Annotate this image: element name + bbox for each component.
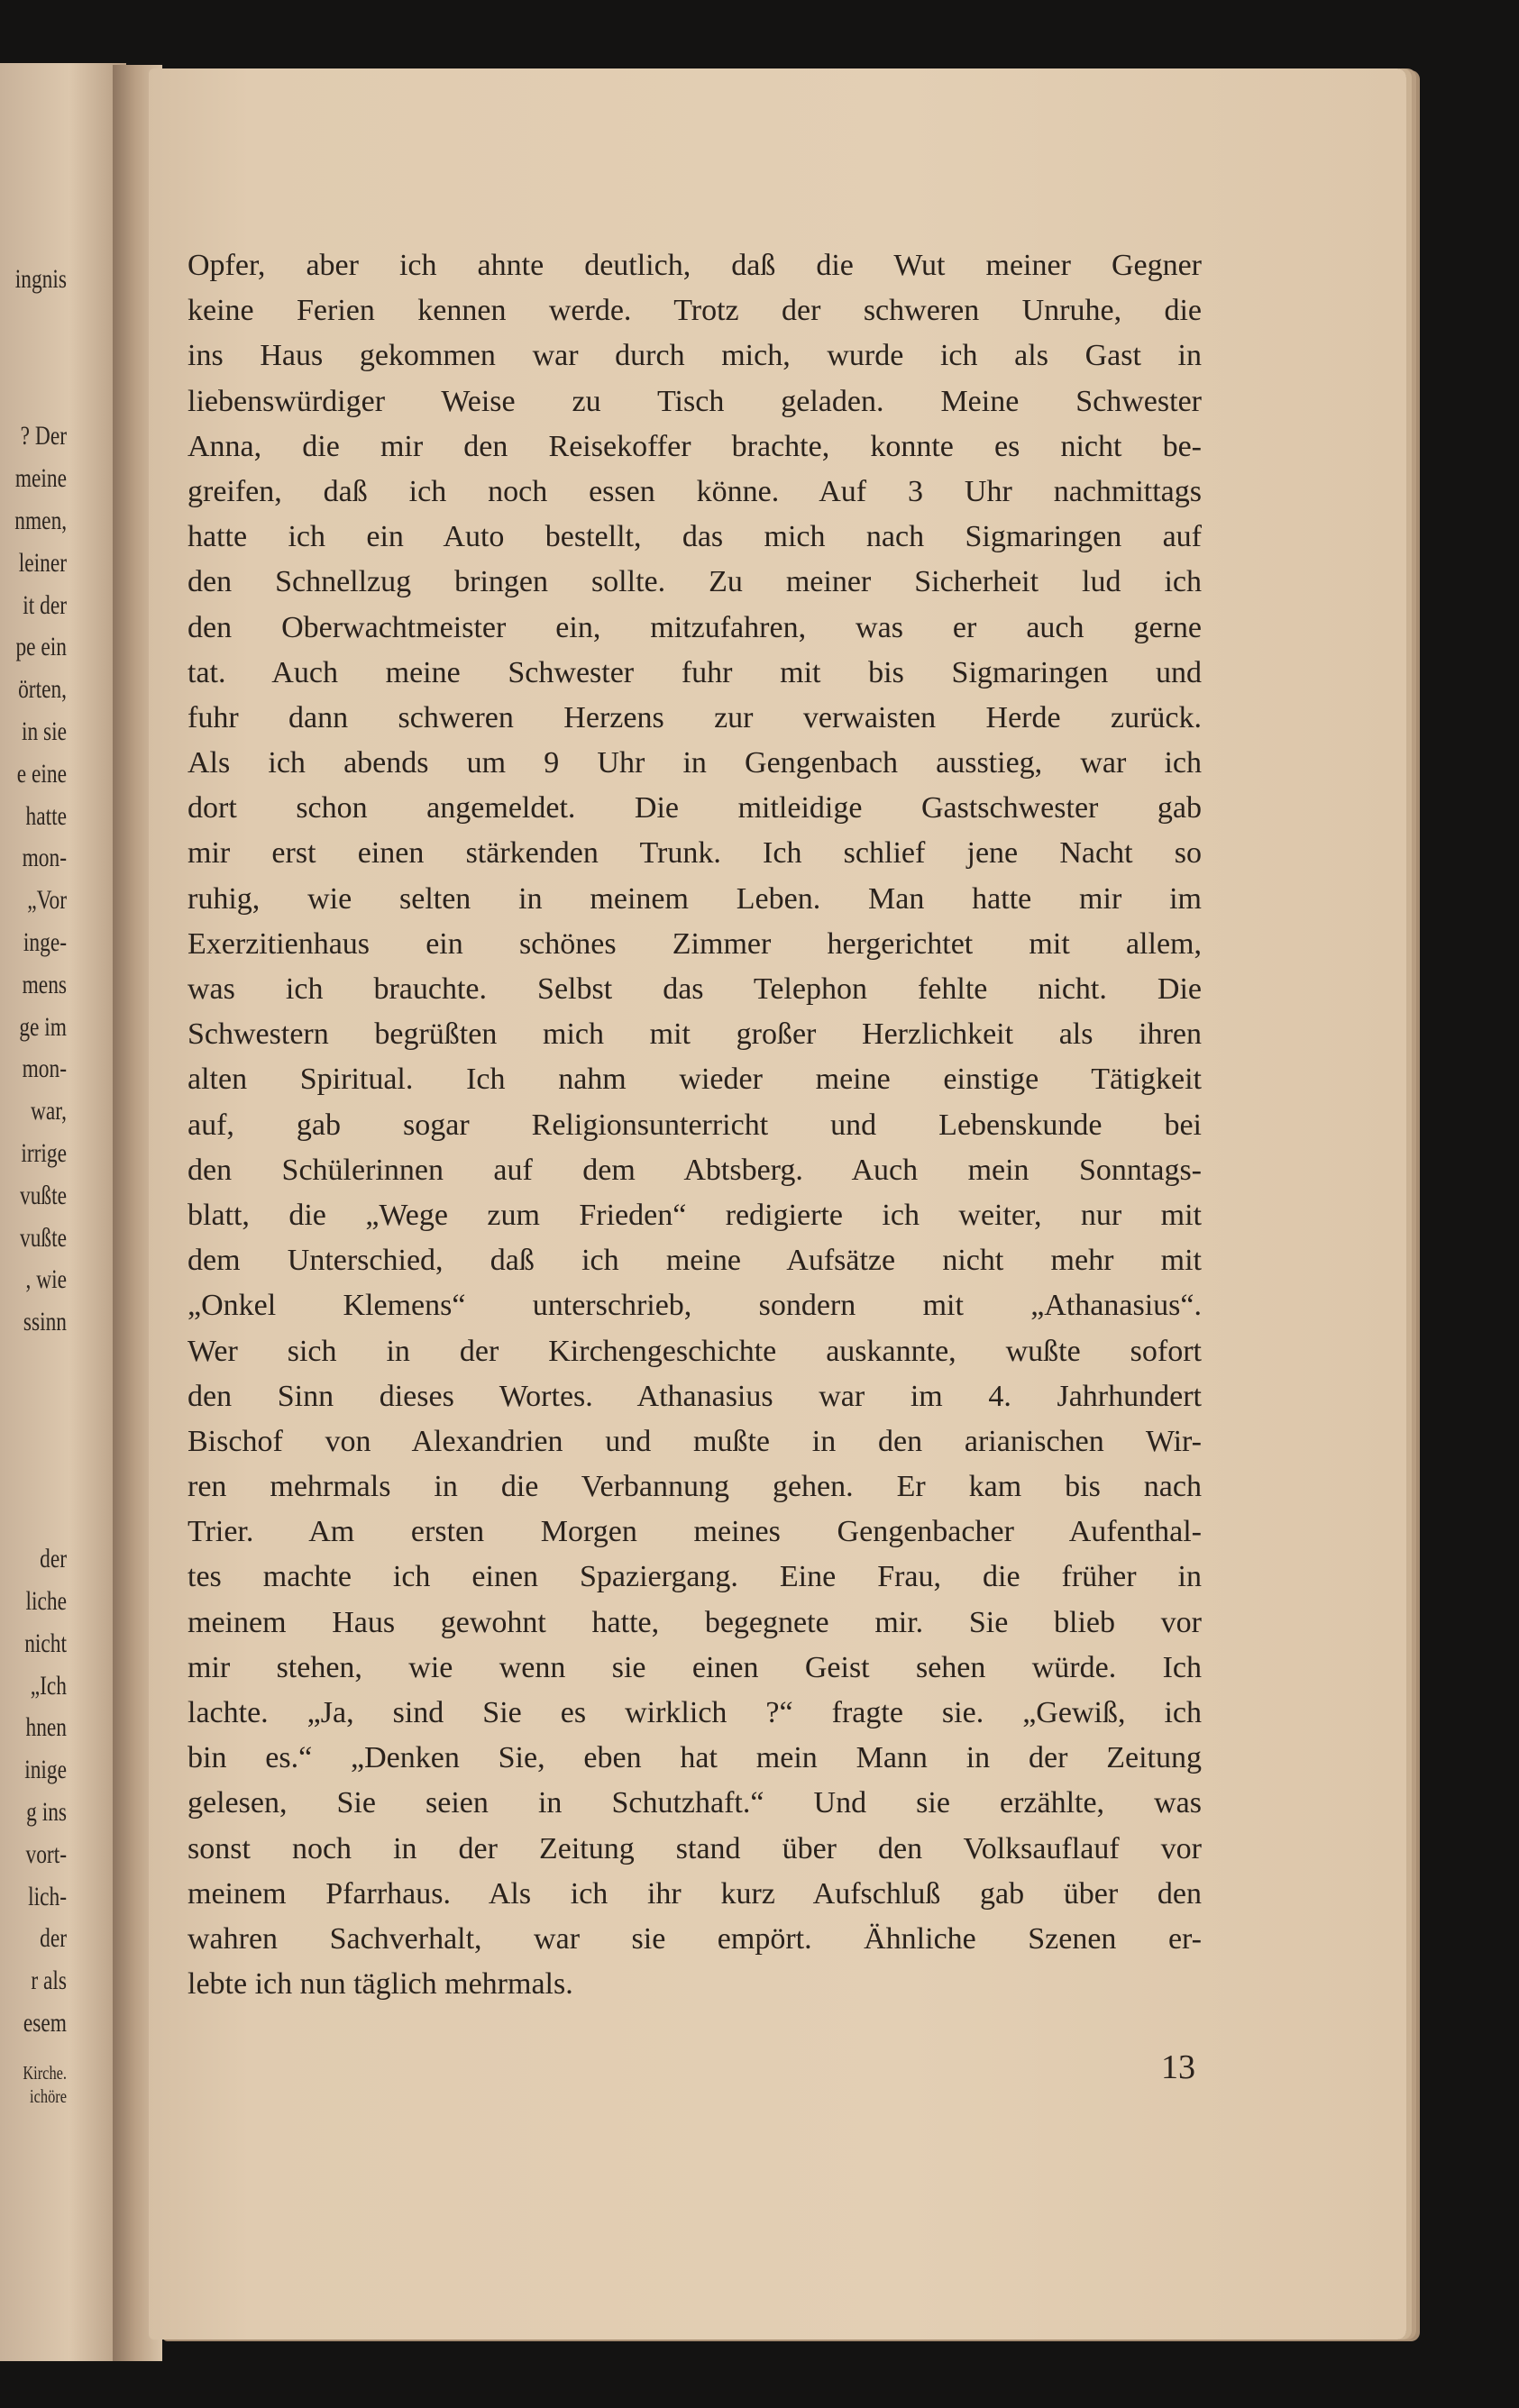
left-page-fragment: ingnis (14, 264, 67, 294)
body-line: keine Ferien kennen werde. Trotz der schweren Unruhe, die (188, 294, 1202, 328)
body-line: den Oberwachtmeister ein, mitzufahren, was er auch gerne (188, 610, 1202, 644)
left-page-fragment: war, (31, 1096, 67, 1126)
body-line: meinem Pfarrhaus. Als ich ihr kurz Aufschluß gab über den (188, 1876, 1202, 1911)
body-line: lachte. „Ja, sind Sie es wirklich ?“ fragte sie. „Gewiß, ich (188, 1696, 1202, 1729)
body-line: mir erst einen stärkenden Trunk. Ich schlief jene Nacht so (188, 836, 1202, 871)
left-page-fragment: r als (31, 1966, 67, 1995)
body-line: hatte ich ein Auto bestellt, das mich nach Sigmaringen auf (188, 520, 1202, 554)
body-line: den Sinn dieses Wortes. Athanasius war im 4. Jahrhundert (188, 1379, 1202, 1413)
body-line: „Onkel Klemens“ unterschrieb, sondern mit „Athanasius“. (188, 1289, 1202, 1323)
body-line: den Schülerinnen auf dem Abtsberg. Auch mein Sonntags- (188, 1153, 1202, 1187)
left-page-fragment: hnen (25, 1712, 67, 1742)
body-line: bin es.“ „Denken Sie, eben hat mein Mann in der Zeitung (188, 1741, 1202, 1775)
body-line: ren mehrmals in die Verbannung gehen. Er kam bis nach (188, 1470, 1202, 1504)
left-page-fragment: nicht (24, 1628, 67, 1658)
body-line: Als ich abends um 9 Uhr in Gengenbach ausstieg, war ich (188, 746, 1202, 780)
left-page-fragment: nmen, (14, 506, 68, 535)
body-line: tes machte ich einen Spaziergang. Eine Frau, die früher in (188, 1560, 1202, 1594)
body-line: tat. Auch meine Schwester fuhr mit bis Sigmaringen und (188, 655, 1202, 689)
left-page-fragment: Kirche. (23, 2062, 67, 2084)
body-line: greifen, daß ich noch essen könne. Auf 3 Uhr nachmittags (188, 474, 1202, 508)
left-page-fragment: „Vor (27, 885, 68, 915)
left-page-fragment: der (40, 1923, 67, 1953)
body-line: Trier. Am ersten Morgen meines Gengenbacher Aufenthal- (188, 1515, 1202, 1549)
body-line: Exerzitienhaus ein schönes Zimmer hergerichtet mit allem, (188, 926, 1202, 961)
body-line: sonst noch in der Zeitung stand über den Volksauflauf vor (188, 1831, 1202, 1865)
body-line: alten Spiritual. Ich nahm wieder meine einstige Tätigkeit (188, 1063, 1202, 1097)
body-line: mir stehen, wie wenn sie einen Geist sehen würde. Ich (188, 1650, 1202, 1684)
body-line: Anna, die mir den Reisekoffer brachte, konnte es nicht be- (188, 429, 1202, 463)
left-page-fragment: „Ich (30, 1671, 67, 1701)
body-line: dem Unterschied, daß ich meine Aufsätze nicht mehr mit (188, 1244, 1202, 1278)
left-page-fragment: hatte (25, 801, 68, 831)
left-page-fragment: esem (23, 2008, 67, 2038)
body-line: wahren Sachverhalt, war sie empört. Ähnliche Szenen er- (188, 1921, 1202, 1956)
body-line: was ich brauchte. Selbst das Telephon fehlte nicht. Die (188, 972, 1202, 1006)
body-line: dort schon angemeldet. Die mitleidige Gastschwester gab (188, 791, 1202, 825)
left-page-fragment: e eine (16, 759, 67, 789)
page-number: 13 (1161, 2048, 1195, 2086)
left-page-fragment: mon- (22, 843, 67, 872)
body-line: meinem Haus gewohnt hatte, begegnete mir. Sie blieb vor (188, 1605, 1202, 1639)
body-line: ruhig, wie selten in meinem Leben. Man hatte mir im (188, 881, 1202, 916)
body-line: ins Haus gekommen war durch mich, wurde ich als Gast in (188, 339, 1202, 373)
body-text (188, 243, 1202, 2007)
left-page-fragment: ssinn (23, 1307, 67, 1336)
left-page-fragment: liche (25, 1586, 68, 1616)
left-page-edge (0, 63, 126, 2361)
left-page-fragment: leiner (18, 548, 67, 578)
body-line: auf, gab sogar Religionsunterricht und Lebenskunde bei (188, 1108, 1202, 1142)
body-line: liebenswürdiger Weise zu Tisch geladen. Meine Schwester (188, 384, 1202, 418)
body-line: Wer sich in der Kirchengeschichte auskannte, wußte sofort (188, 1334, 1202, 1368)
body-line: Opfer, aber ich ahnte deutlich, daß die Wut meiner Gegner (188, 249, 1202, 282)
left-page-fragment: inge- (23, 927, 67, 957)
body-line: den Schnellzug bringen sollte. Zu meiner Sicherheit lud ich (188, 565, 1202, 599)
body-line: fuhr dann schweren Herzens zur verwaisten Herde zurück. (188, 700, 1202, 734)
left-page-fragment: ichöre (30, 2085, 67, 2107)
left-page-fragment: mens (22, 970, 67, 999)
left-page-fragment: der (40, 1544, 67, 1573)
left-page-fragment: , wie (25, 1264, 67, 1294)
left-page-fragment: vußte (20, 1223, 68, 1253)
left-page-fragment: inige (24, 1755, 67, 1784)
left-page-fragment: mon- (22, 1054, 67, 1083)
left-page-fragment: it der (23, 590, 67, 620)
left-page-fragment: meine (14, 463, 67, 493)
body-line: Schwestern begrüßten mich mit großer Herzlichkeit als ihren (188, 1017, 1202, 1052)
left-page-fragment: vußte (20, 1181, 68, 1210)
left-page-fragment: in sie (21, 716, 68, 746)
left-page-fragment: ge im (19, 1012, 67, 1042)
left-page-fragment: irrige (21, 1138, 67, 1168)
left-page-fragment: ? Der (20, 421, 67, 451)
body-line: blatt, die „Wege zum Frieden“ redigierte ich weiter, nur mit (188, 1198, 1202, 1232)
body-line: lebte ich nun täglich mehrmals. (188, 1967, 573, 2002)
left-page-fragment: pe ein (15, 632, 67, 661)
left-page-fragment: lich- (28, 1882, 67, 1911)
left-page-fragment: örten, (18, 674, 68, 704)
left-page-fragment: vort- (25, 1839, 67, 1869)
body-line: Bischof von Alexandrien und mußte in den arianischen Wir- (188, 1424, 1202, 1458)
left-page-fragment: g ins (26, 1797, 67, 1827)
body-line: gelesen, Sie seien in Schutzhaft.“ Und sie erzählte, was (188, 1786, 1202, 1820)
